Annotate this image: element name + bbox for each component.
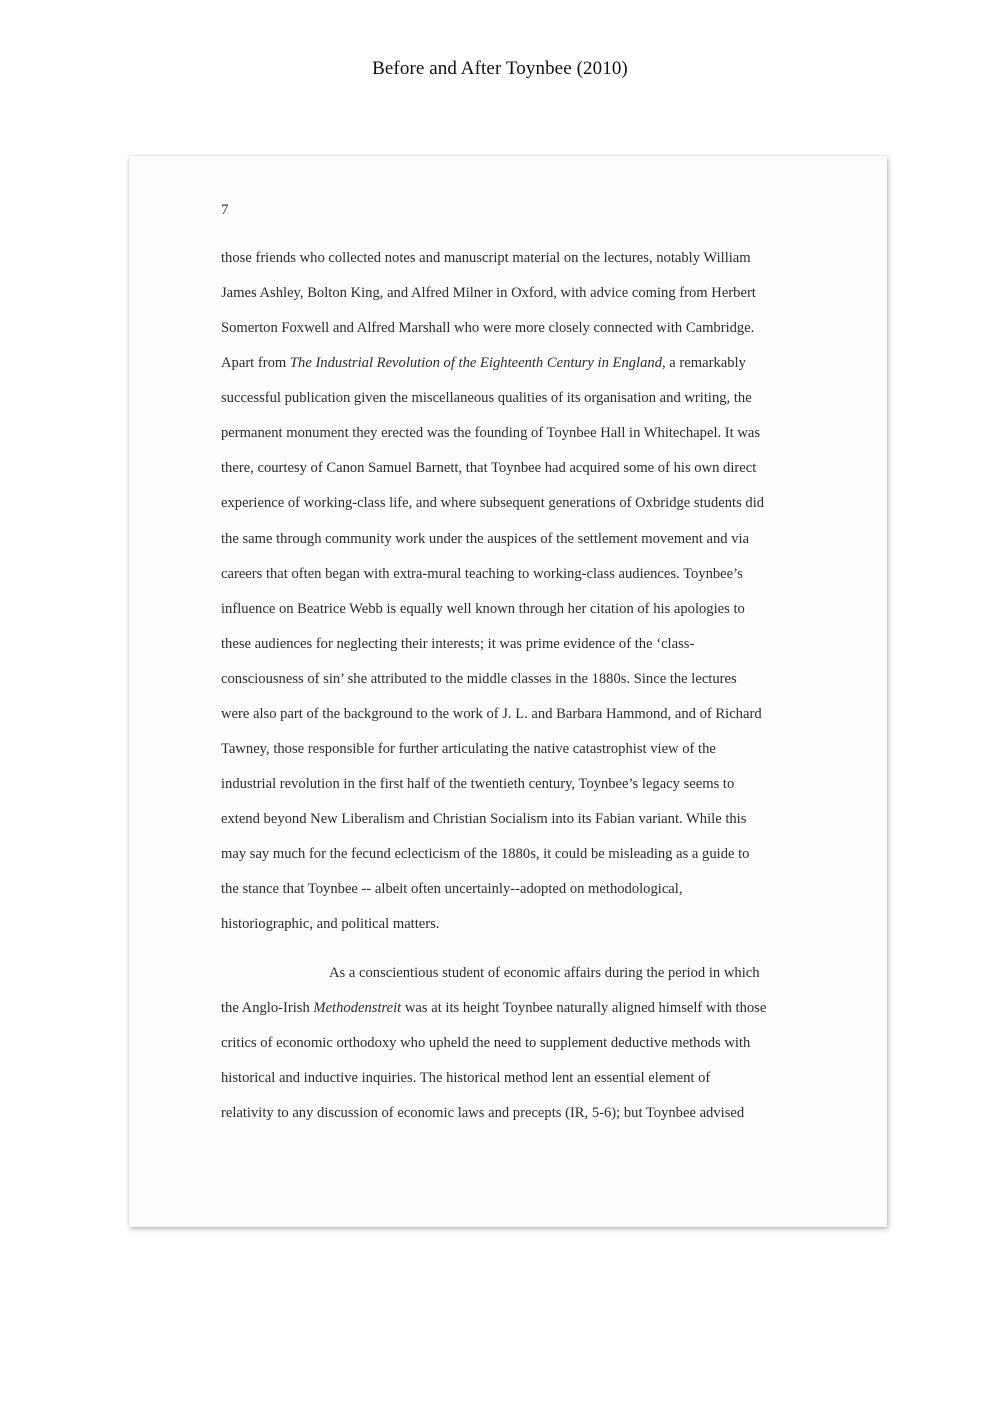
body-text-line: those friends who collected notes and manuscript material on the lectures, notably William	[221, 250, 751, 266]
body-text-line: industrial revolution in the first half of the twentieth century, Toynbee’s legacy seems to	[221, 776, 735, 792]
body-text-line	[221, 354, 746, 372]
body-text-line: influence on Beatrice Webb is equally well known through her citation of his apologies to	[221, 601, 745, 617]
body-text-line: Tawney, those responsible for further articulating the native catastrophist view of the	[221, 741, 716, 757]
body-text-line: the stance that Toynbee -- albeit often uncertainly--adopted on methodological,	[221, 881, 683, 897]
body-text-line: permanent monument they erected was the founding of Toynbee Hall in Whitechapel. It was	[221, 425, 761, 441]
book-title-italic: The Industrial Revolution of the Eighteenth Century in England	[289, 355, 662, 371]
body-text-line: James Ashley, Bolton King, and Alfred Milner in Oxford, with advice coming from Herbert	[221, 285, 756, 301]
line-text: , a remarkably	[662, 355, 746, 371]
body-text-line: critics of economic orthodoxy who upheld the need to supplement deductive methods with	[221, 1035, 751, 1051]
body-text-line	[221, 999, 766, 1017]
body-text-line: historiographic, and political matters.	[221, 916, 440, 932]
document-header-title: Before and After Toynbee (2010)	[372, 58, 628, 79]
line-text: Apart from	[221, 355, 290, 371]
body-text-line: extend beyond New Liberalism and Christian Socialism into its Fabian variant. While this	[221, 811, 747, 827]
body-text-line: careers that often began with extra-mural teaching to working-class audiences. Toynbee’s	[221, 566, 743, 582]
body-text-line: relativity to any discussion of economic laws and precepts (IR, 5-6); but Toynbee advised	[221, 1105, 745, 1121]
scanned-page	[129, 156, 887, 1227]
body-text-line: consciousness of sin’ she attributed to the middle classes in the 1880s. Since the lectures	[221, 671, 737, 687]
body-text-line: successful publication given the miscellaneous qualities of its organisation and writing, the	[221, 390, 752, 406]
body-text-line: Somerton Foxwell and Alfred Marshall who were more closely connected with Cambridge.	[221, 320, 755, 336]
body-text-line: historical and inductive inquiries. The historical method lent an essential element of	[221, 1070, 711, 1086]
body-text-line: may say much for the fecund eclecticism of the 1880s, it could be misleading as a guide to	[221, 846, 750, 862]
body-text-line: these audiences for neglecting their interests; it was prime evidence of the ‘class-	[221, 636, 695, 652]
body-text-line: experience of working-class life, and where subsequent generations of Oxbridge students did	[221, 495, 765, 511]
body-text-line: there, courtesy of Canon Samuel Barnett, that Toynbee had acquired some of his own direct	[221, 460, 757, 476]
paragraph-first-line: As a conscientious student of economic affairs during the period in which	[329, 965, 760, 981]
term-italic: Methodenstreit	[313, 1000, 402, 1016]
page-number: 7	[221, 202, 229, 218]
line-text: was at its height Toynbee naturally aligned himself with those	[401, 1000, 767, 1016]
body-text-line: were also part of the background to the work of J. L. and Barbara Hammond, and of Richard	[221, 706, 762, 722]
line-text: the Anglo-Irish	[221, 1000, 314, 1016]
body-text-line: the same through community work under the auspices of the settlement movement and via	[221, 531, 750, 547]
